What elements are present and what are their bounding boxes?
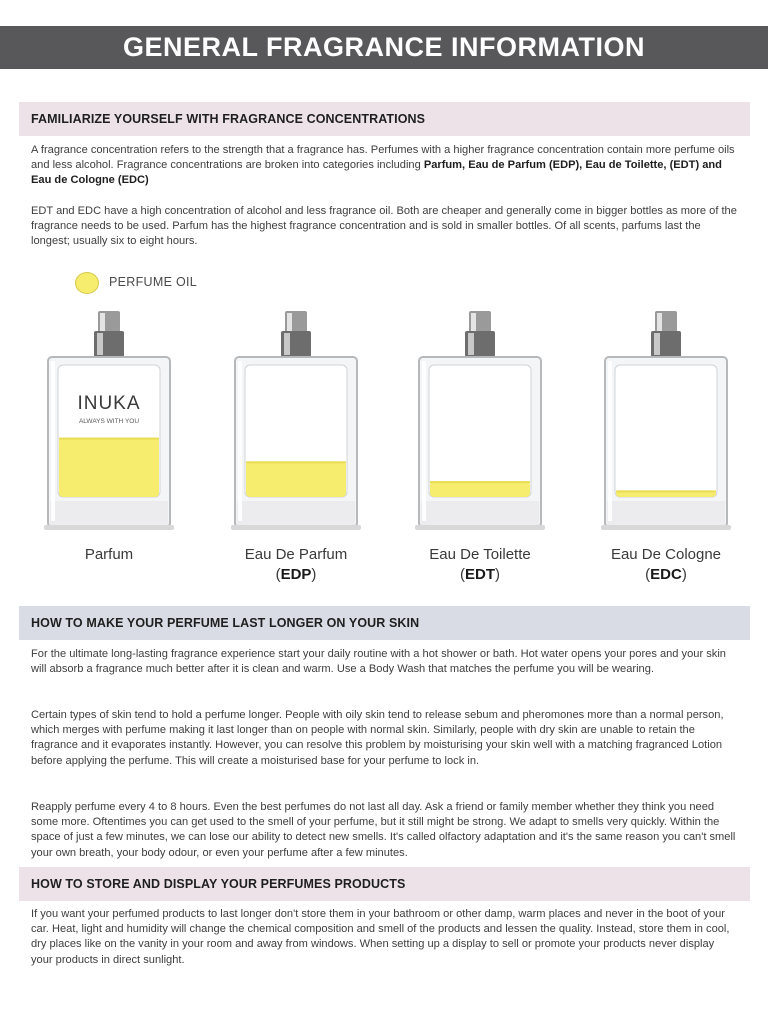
last-longer-paragraph-2: Certain types of skin tend to hold a perfume longer. People with oily skin tend to release sebum and pheromones more than a normal person, which merges with perfume making it last longer than on people with normal skin. Similarly, people with dry skin are unable to retain the fragrance and it evaporates instantly. However, you can resolve this problem by moisturising your skin well with a matching fragranced Lotion before applying the perfume. This will create a moisturised base for your perfume to lock in. [31,709,724,767]
neck-highlight [284,333,290,355]
cap-highlight [100,313,105,331]
store-paragraph-1: If you want your perfumed products to last longer don't store them in your bathroom or other damp, warm places and never in the boot of your car. Heat, light and humidity will change the chemical composition and smell of the products and lessen the quality. Instead, store them in cool, dry places like on the vanity in your room and away from windows. When setting up a display to sell or promote your products never display your products in direct sunlight. [31,908,730,966]
cap-highlight [657,313,662,331]
bottle-label-edp: Eau De Parfum (EDP) [211,545,381,585]
inner-chamber [615,365,717,497]
concentrations-categories: Parfum, Eau de Parfum (EDP), Eau de Toilette, (EDT) and Eau de Cologne (EDC) [31,159,722,187]
bottle-eau-de-toilette [405,305,555,540]
concentrations-paragraph-1: A fragrance concentration refers to the strength that a fragrance has. Perfumes with a higher fragrance concentration contain more perfume oils and less alcohol. Fragrance concentrations are broken into categories including Parfum, Eau de Parfum (EDP), Eau de Toilette, (EDT) and Eau de Cologne (EDC) [31,144,735,187]
glass-highlight [422,361,426,521]
bottle-abbr: EDC [650,566,682,583]
bottle-abbr: EDT [465,566,495,583]
concentrations-paragraph-2: EDT and EDC have a high concentration of alcohol and less fragrance oil. Both are cheaper and generally come in bigger bottles as more of the fragrance needs to be used. Parfum has the highest fragrance concentration and is sold in smaller bottles. Of all scents, parfums last the longest; usually six to eight hours. [31,205,737,248]
section-heading-last-longer: HOW TO MAKE YOUR PERFUME LAST LONGER ON YOUR SKIN [19,606,750,640]
last-longer-paragraph-3: Reapply perfume every 4 to 8 hours. Even the best perfumes do not last all day. Ask a friend or family member whether they think you need some more. Oftentimes you can get used to the smell of your perfume, but it still might be strong. We adapt to smells very quickly. Within the space of just a few minutes, we can lose our ability to detect new smells. It's called olfactory adaptation and it's the same reason you can't smell your own breath, your body odour, or even your perfume after a few minutes. [31,801,736,859]
bottle-name: Parfum [84,546,134,563]
bottle-label-parfum [24,545,194,565]
perfume-oil-fill [59,438,159,497]
last-longer-paragraph-1: For the ultimate long-lasting fragrance experience start your daily routine with a hot shower or bath. Hot water opens your pores and your skin will absorb a fragrance much better after it is clean and warm. Use a Body Wash that matches the perfume you will be wearing. [31,648,726,676]
oil-surface [430,481,530,483]
bottle-name: Eau De Parfum [244,546,348,563]
bottle-eau-de-cologne [591,305,741,540]
glass-highlight [608,361,612,521]
bottle-label-edt: Eau De Toilette (EDT) [395,545,565,585]
cap-highlight [287,313,292,331]
glass-base [607,501,725,525]
bottle-name: Eau De Toilette [429,546,531,563]
bottle-base [415,525,545,530]
bottle-eau-de-parfum [221,305,371,540]
oil-surface [246,461,346,463]
bottle-abbr: EDP [280,566,312,583]
bottle-name: Eau De Cologne [610,546,722,563]
oil-surface [616,490,716,492]
oil-surface [59,438,159,440]
perfume-oil-fill [430,481,530,497]
glass-base [421,501,539,525]
perfume-oil-fill [246,461,346,497]
glass-highlight [238,361,242,521]
glass-highlight [51,361,55,521]
neck-highlight [468,333,474,355]
bottle-parfum [34,305,184,540]
glass-base [50,501,168,525]
neck-highlight [654,333,660,355]
perfume-oil-legend-label: PERFUME OIL [109,275,198,289]
glass-base [237,501,355,525]
neck-highlight [97,333,103,355]
brand-tagline: ALWAYS WITH YOU [78,418,140,425]
bottle-label-edc: Eau De Cologne (EDC) [581,545,751,585]
section-heading-concentrations: FAMILIARIZE YOURSELF WITH FRAGRANCE CONCENTRATIONS [19,102,750,136]
section-heading-store: HOW TO STORE AND DISPLAY YOUR PERFUMES PRODUCTS [19,867,750,901]
bottle-base [231,525,361,530]
cap-highlight [471,313,476,331]
bottle-base [44,525,174,530]
bottle-base [601,525,731,530]
brand-logo: INUKA [77,393,141,414]
perfume-oil-swatch [75,272,99,294]
inner-chamber [429,365,531,497]
page-title: GENERAL FRAGRANCE INFORMATION [0,26,768,69]
